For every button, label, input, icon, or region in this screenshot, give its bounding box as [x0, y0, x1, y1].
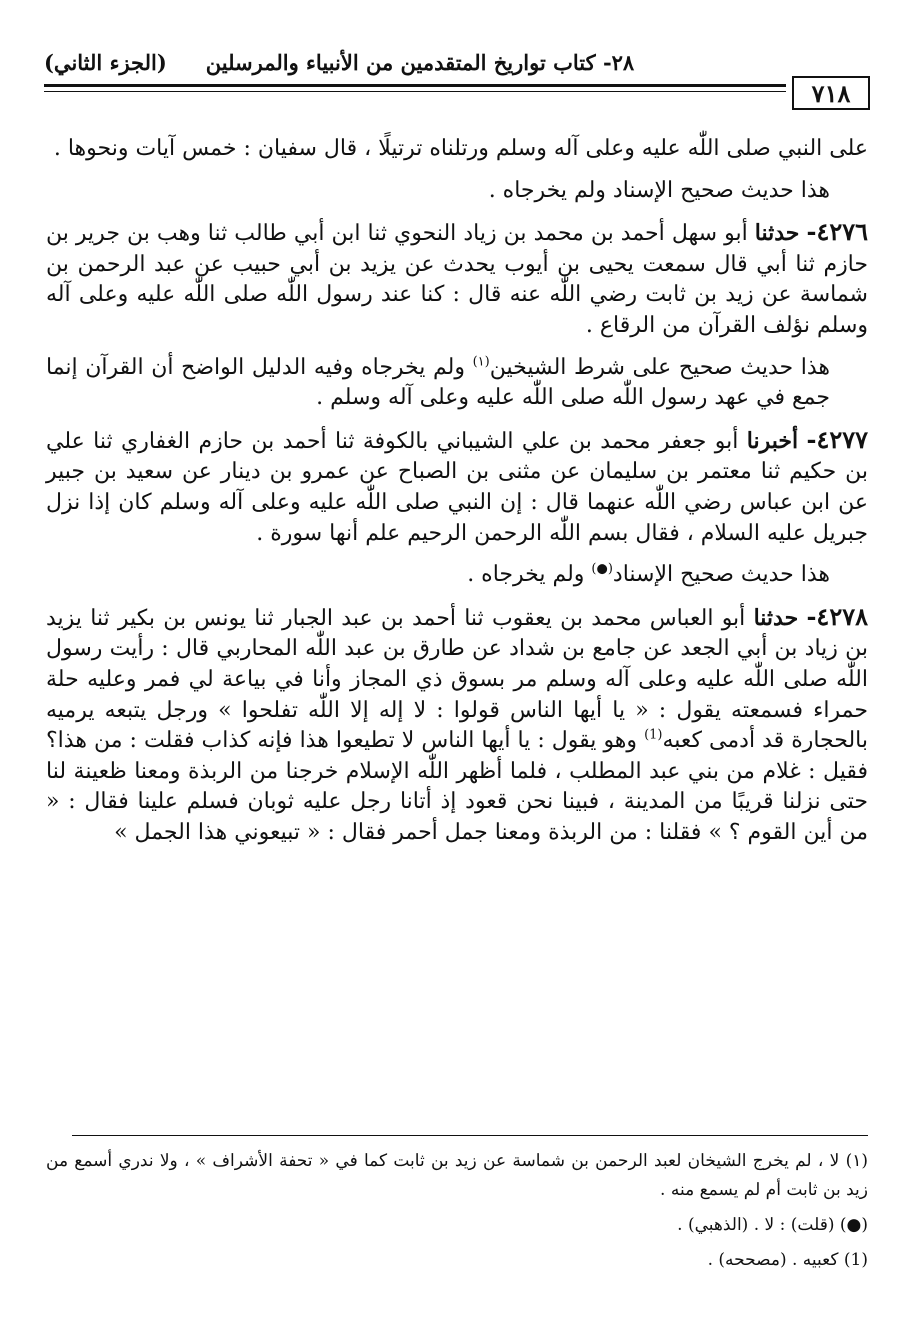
page-header	[44, 50, 870, 120]
paragraph-text: هذا حديث صحيح الإسناد ولم يخرجاه .	[488, 177, 830, 203]
footnote-divider	[72, 1135, 868, 1136]
header-rule-thin	[44, 91, 786, 92]
volume-part: (الجزء الثاني)	[44, 50, 167, 75]
footnotes	[46, 1147, 868, 1281]
footnote-item	[46, 1211, 868, 1240]
hadith-4276	[46, 217, 868, 341]
paragraph-continuation	[46, 134, 868, 165]
footnote-text: كعبيه . (مصححه) .	[707, 1250, 839, 1270]
hadith-4277	[46, 425, 868, 549]
header-rule-thick	[44, 84, 786, 87]
footnote-text: (قلت) : لا . (الذهبي) .	[677, 1215, 835, 1235]
hadith-text: أبو سهل أحمد بن محمد بن زياد النحوي ثنا ابن أبي طالب ثنا وهب بن جرير بن حازم ثنا أبي قال سمعت يحيى بن أيوب يحدث عن يزيد بن أبي حبيب عن عبد الرحمن بن شماسة عن زيد بن ثابت رضي اللّٰه عنه قال : كنا عند رسول اللّٰه صلى اللّٰه عليه وعلى آله وسلم نؤلف القرآن من الرقاع .	[46, 221, 868, 338]
narration-verb: حدثنا	[753, 604, 799, 631]
hadith-text: وهو يقول : يا أيها الناس لا تطيعوا هذا فإنه كذاب فقلت : من هذا؟ فقيل : غلام من بني عبد المطلب ، فلما أظهر اللّٰه الإسلام خرجنا من الربذة ومعنا ظعينة لنا حتى نزلنا قريبًا من المدينة ، فبينا نحن قعود إذ أتانا رجل عليه ثوبان فسلم علينا فقال : « من أين القوم ؟ » فقلنا : من الربذة ومعنا جمل أحمر فقال : « تبيعوني هذا الجمل »	[46, 728, 869, 845]
footnote-marker: (1)	[644, 727, 663, 743]
hadith-text: أبو العباس محمد بن يعقوب ثنا أحمد بن عبد الجبار ثنا يونس بن بكير ثنا يزيد بن زياد بن أبي الجعد عن جامع بن شداد عن طارق بن عبد اللّٰه المحاربي قال : رأيت رسول اللّٰه صلى اللّٰه عليه وعلى آله وسلم مر بسوق ذي المجاز وأنا في بياعة لي فمر وعليه حلة حمراء فسمعته يقول : « يا أيها الناس قولوا : لا إله إلا اللّٰه تفلحوا » ورجل يتبعه يرميه بالحجارة قد أدمى كعبه	[46, 605, 868, 754]
grading-comment	[46, 176, 868, 207]
page-number: ٧١٨	[792, 76, 870, 110]
footnote-marker: (●)	[591, 561, 613, 577]
chapter-title: ٢٨- كتاب تواريخ المتقدمين من الأنبياء والمرسلين	[205, 50, 635, 75]
paragraph-text: ولم يخرجاه وفيه الدليل الواضح أن القرآن إنما جمع في عهد رسول اللّٰه صلى اللّٰه عليه وعلى آله وسلم .	[46, 354, 830, 411]
footnote-marker: (١)	[472, 354, 490, 370]
hadith-text: أبو جعفر محمد بن علي الشيباني بالكوفة ثنا أحمد بن حازم الغفاري ثنا علي بن حكيم ثنا معتمر بن سليمان عن مثنى بن الصباح عن عمرو بن دينار عن سعيد بن جبير عن ابن عباس رضي اللّٰه عنهما قال : إن النبي صلى اللّٰه عليه وعلى آله وسلم كان إذا نزل جبريل عليه السلام ، فقال بسم اللّٰه الرحمن الرحيم علم أنها سورة .	[46, 428, 868, 546]
grading-comment	[46, 560, 868, 591]
narration-verb: أخبرنا	[746, 427, 799, 454]
footnote-marker: (1)	[843, 1250, 868, 1270]
footnote-item	[46, 1147, 868, 1205]
grading-comment	[46, 353, 868, 414]
body-text	[46, 134, 868, 859]
footnote-text: لا ، لم يخرج الشيخان لعبد الرحمن بن شماسة عن زيد بن ثابت كما في « تحفة الأشراف » ، ولا ندري أسمع من زيد بن ثابت أم لم يسمع منه .	[46, 1151, 868, 1200]
footnote-marker: (●)	[839, 1215, 868, 1235]
paragraph-text: على النبي صلى اللّٰه عليه وعلى آله وسلم ورتلناه ترتيلًا ، قال سفيان : خمس آيات ونحوها .	[53, 136, 868, 161]
narration-verb: حدثنا	[754, 220, 800, 247]
hadith-number: ٤٢٧٦-	[806, 217, 868, 247]
footnote-marker: (١)	[845, 1151, 868, 1171]
hadith-number: ٤٢٧٨-	[806, 601, 868, 631]
hadith-number: ٤٢٧٧-	[806, 424, 868, 454]
hadith-4278	[46, 602, 868, 849]
paragraph-text: هذا حديث صحيح على شرط الشيخين	[489, 354, 831, 380]
footnote-item	[46, 1246, 868, 1275]
paragraph-text: هذا حديث صحيح الإسناد	[612, 562, 830, 588]
paragraph-text: ولم يخرجاه .	[467, 562, 592, 588]
